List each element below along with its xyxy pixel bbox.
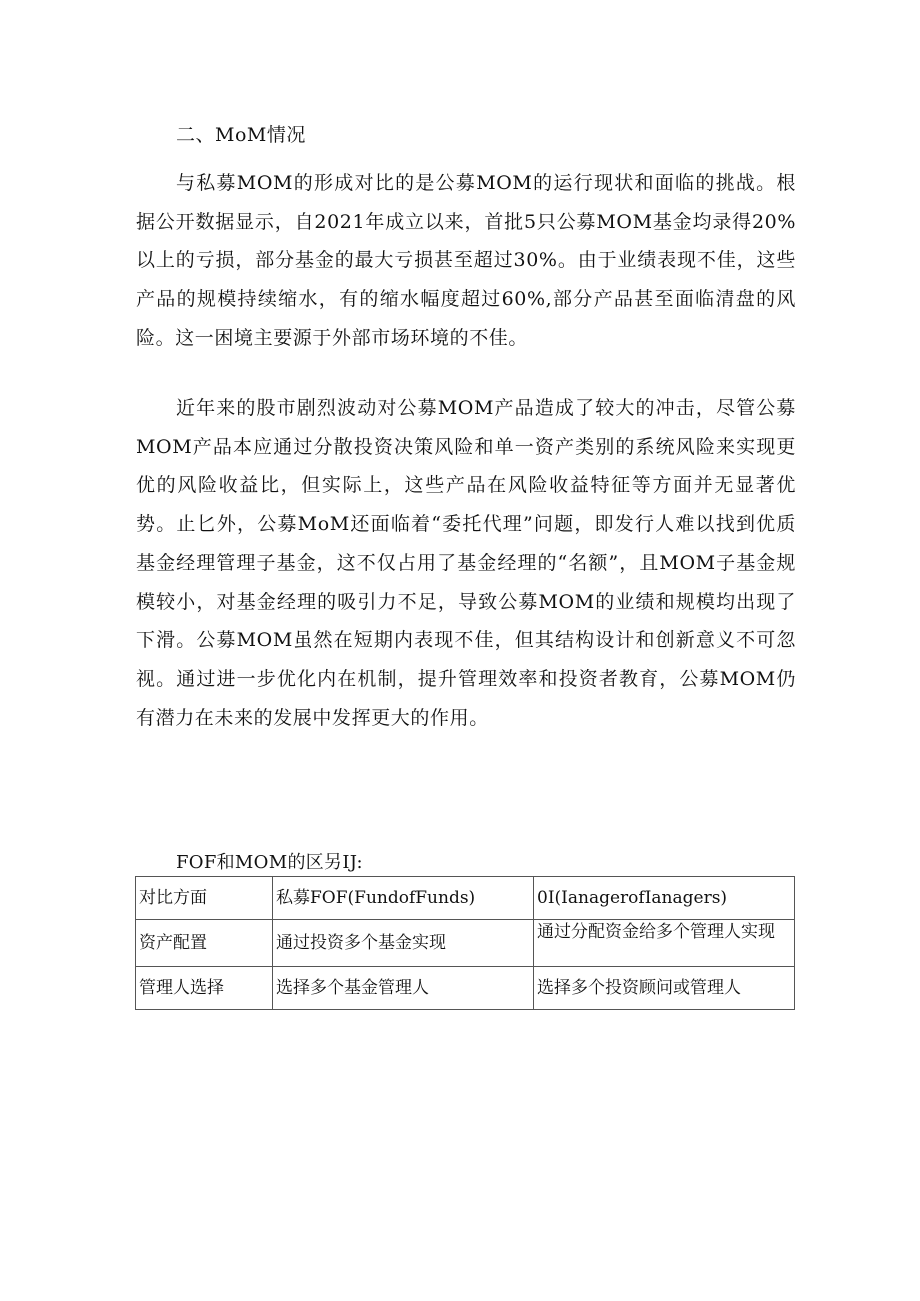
table-cell: 选择多个基金管理人 <box>273 967 534 1010</box>
table-cell: 0I(IanagerofIanagers) <box>534 877 795 920</box>
paragraph-market-impact: 近年来的股市剧烈波动对公募MOM产品造成了较大的冲击，尽管公募MOM产品本应通过分散投资决策风险和单一资产类别的系统风险来实现更优的风险收益比，但实际上，这些产品在风险收益特征等方面并无显著优势。止匕外，公募MoM还面临着“委托代理”问题，即发行人难以找到优质基金经理管理子基金，这不仅占用了基金经理的“名额”，且MOM子基金规模较小，对基金经理的吸引力不足，导致公募MOM的业绩和规模均出现了下滑。公募MOM虽然在短期内表现不佳，但其结构设计和创新意义不可忽视。通过进一步优化内在机制，提升管理效率和投资者教育，公募MOM仍有潜力在未来的发展中发挥更大的作用。 <box>136 397 796 729</box>
table-row <box>136 967 795 1010</box>
table-cell: 选择多个投资顾问或管理人 <box>534 967 795 1010</box>
table-row <box>136 877 795 920</box>
comparison-table <box>135 876 795 1010</box>
table-cell: 对比方面 <box>136 877 273 920</box>
table-caption: FOF和MOM的区另IJ: <box>176 852 363 873</box>
table-cell: 通过分配资金给多个管理人实现 <box>534 920 795 967</box>
table-cell: 通过投资多个基金实现 <box>273 920 534 967</box>
table-cell: 管理人选择 <box>136 967 273 1010</box>
paragraph-public-mom-status: 与私募MOM的形成对比的是公募MOM的运行现状和面临的挑战。根据公开数据显示，自2021年成立以来，首批5只公募MOM基金均录得20%以上的亏损，部分基金的最大亏损甚至超过30%。由于业绩表现不佳，这些产品的规模持续缩水，有的缩水幅度超过60%,部分产品甚至面临清盘的风险。这一困境主要源于外部市场环境的不佳。 <box>136 172 796 349</box>
table-cell: 资产配置 <box>136 920 273 967</box>
section-heading: 二、MoM情况 <box>176 124 306 146</box>
table-row <box>136 920 795 967</box>
table-cell: 私募FOF(FundofFunds) <box>273 877 534 920</box>
